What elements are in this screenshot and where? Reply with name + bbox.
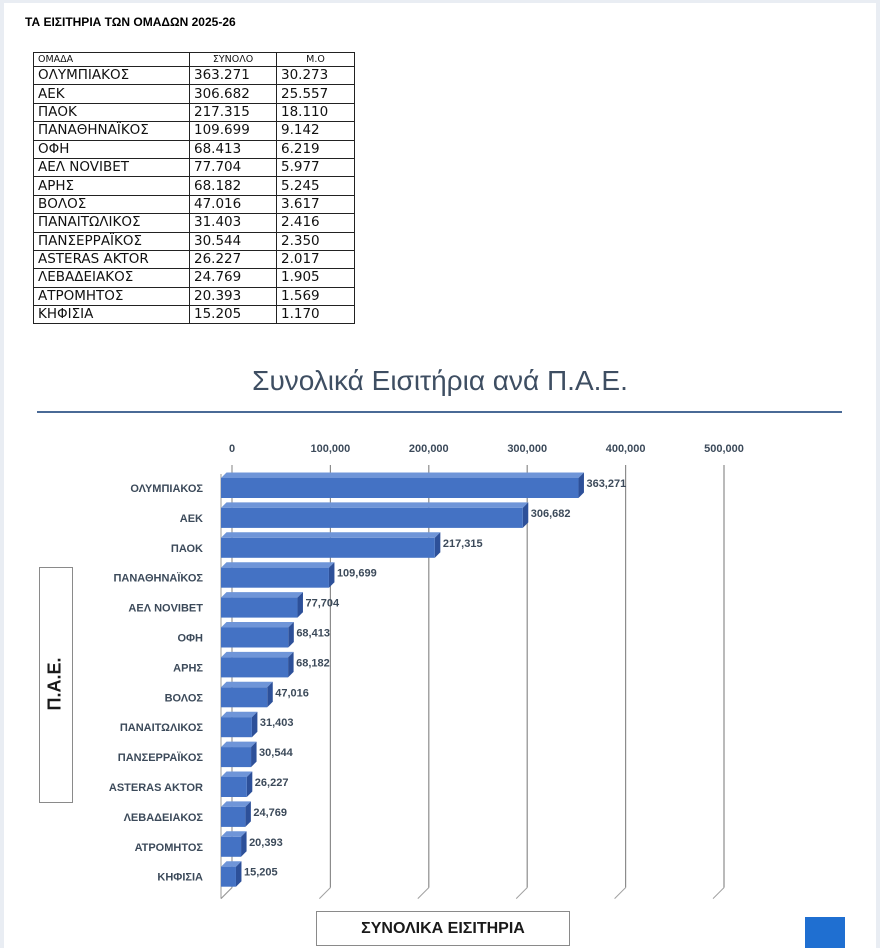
total-cell: 24.769 (190, 269, 277, 287)
bar (221, 657, 288, 677)
x-tick-label: 0 (228, 443, 236, 455)
bar (221, 747, 251, 767)
table-header-total-cell: ΣΥΝΟΛΟ (190, 53, 277, 67)
gridline-floor (615, 888, 626, 899)
y-axis-title: Π.Α.Ε. (44, 657, 65, 711)
team-cell: ΑΕΚ (34, 85, 190, 103)
category-label: ΠΑΝΣΕΡΡΑΪΚΟΣ (117, 752, 203, 765)
value-label: 26,227 (254, 777, 289, 789)
x-tick-label: 100,000 (310, 443, 351, 455)
x-tick-label: 200,000 (408, 443, 449, 455)
average-cell: 5.977 (277, 158, 355, 176)
bar-top-face (221, 652, 294, 658)
average-cell: 3.617 (277, 195, 355, 213)
category-label: ASTERAS AKTOR (108, 782, 203, 794)
value-label: 47,016 (275, 687, 309, 700)
gridline-floor (713, 888, 724, 899)
value-label: 30,544 (259, 747, 293, 760)
category-label: ΛΕΒΑΔΕΙΑΚΟΣ (123, 811, 203, 824)
gridline-floor (319, 888, 330, 899)
category-label: ΠΑΝΑΙΤΩΛΙΚΟΣ (119, 722, 203, 735)
category-label: ΚΗΦΙΣΙΑ (157, 871, 203, 884)
x-tick-label: 500,000 (704, 443, 744, 455)
team-cell: ΟΛΥΜΠΙΑΚΟΣ (34, 67, 190, 85)
average-cell: 25.557 (277, 85, 355, 103)
bar-top-face (221, 712, 257, 718)
x-tick-label: 300,000 (507, 443, 548, 455)
bar-top-face (221, 473, 584, 479)
team-cell: ΠΑΝΑΘΗΝΑΪΚΟΣ (34, 122, 190, 140)
table-header-team-cell: ΟΜΑΔΑ (34, 53, 190, 67)
team-cell: ΒΟΛΟΣ (34, 195, 190, 213)
value-label: 217,315 (442, 537, 483, 550)
table-header-average-cell: Μ.Ο (277, 53, 355, 67)
team-cell: ΛΕΒΑΔΕΙΑΚΟΣ (34, 269, 190, 287)
team-cell: ΚΗΦΙΣΙΑ (34, 306, 190, 324)
bar (221, 777, 247, 797)
total-cell: 26.227 (190, 250, 277, 268)
bar-top-face (221, 622, 294, 628)
bar (221, 568, 329, 588)
average-cell: 18.110 (277, 103, 355, 121)
category-label: ΟΛΥΜΠΙΑΚΟΣ (130, 483, 203, 495)
bar-top-face (221, 772, 252, 778)
bar-top-face (221, 562, 334, 568)
team-cell: ΠΑΝΑΙΤΩΛΙΚΟΣ (34, 214, 190, 232)
team-cell: ASTERAS AKTOR (34, 250, 190, 268)
total-cell: 30.544 (190, 232, 277, 250)
total-cell: 77.704 (190, 158, 277, 176)
x-axis-title: ΣΥΝΟΛΙΚΑ ΕΙΣΙΤΗΡΙΑ (316, 911, 570, 946)
bar (221, 478, 578, 498)
average-cell: 1.569 (277, 287, 355, 305)
bar-top-face (221, 682, 273, 688)
gridline-floor (516, 888, 527, 899)
bar-top-face (221, 742, 257, 748)
bar (221, 807, 245, 827)
total-cell: 306.682 (190, 85, 277, 103)
value-label: 77,704 (305, 597, 340, 610)
bar-top-face (221, 532, 440, 538)
brand-logo (805, 917, 845, 948)
axis-corner (221, 888, 232, 899)
team-cell: ΟΦΗ (34, 140, 190, 158)
total-cell: 20.393 (190, 287, 277, 305)
bar (221, 837, 241, 857)
average-cell: 6.219 (277, 140, 355, 158)
team-cell: ΑΡΗΣ (34, 177, 190, 195)
total-cell: 217.315 (190, 103, 277, 121)
total-cell: 31.403 (190, 214, 277, 232)
team-cell: ΠΑΝΣΕΡΡΑΪΚΟΣ (34, 232, 190, 250)
team-cell: ΑΕΛ NOVIBET (34, 158, 190, 176)
total-cell: 47.016 (190, 195, 277, 213)
category-label: ΑΕΚ (179, 512, 203, 525)
category-label: ΑΡΗΣ (173, 662, 203, 675)
team-cell: ΑΤΡΟΜΗΤΟΣ (34, 287, 190, 305)
category-label: ΠΑΝΑΘΗΝΑΪΚΟΣ (113, 572, 203, 585)
bar (221, 538, 435, 558)
value-label: 24,769 (253, 806, 288, 819)
gridline-floor (418, 888, 429, 899)
bar (221, 867, 236, 887)
category-label: ΠΑΟΚ (170, 542, 203, 555)
value-label: 15,205 (243, 866, 278, 879)
average-cell: 9.142 (277, 122, 355, 140)
x-tick-label: 400,000 (605, 443, 646, 455)
average-cell: 30.273 (277, 67, 355, 85)
total-cell: 15.205 (190, 306, 277, 324)
bar-top-face (221, 592, 303, 598)
team-cell: ΠΑΟΚ (34, 103, 190, 121)
average-cell: 2.350 (277, 232, 355, 250)
average-cell: 1.905 (277, 269, 355, 287)
total-cell: 109.699 (190, 122, 277, 140)
bar (221, 508, 523, 528)
total-cell: 68.413 (190, 140, 277, 158)
value-label: 109,699 (336, 567, 377, 580)
average-cell: 5.245 (277, 177, 355, 195)
average-cell: 1.170 (277, 306, 355, 324)
value-label: 363,271 (586, 478, 627, 490)
value-label: 306,682 (530, 507, 571, 520)
page-heading: ΤΑ ΕΙΣΙΤΗΡΙΑ ΤΩΝ ΟΜΑΔΩΝ 2025-26 (25, 15, 236, 29)
average-cell: 2.416 (277, 214, 355, 232)
bar (221, 598, 297, 618)
category-label: ΑΕΛ NOVIBET (128, 602, 203, 615)
value-label: 68,413 (296, 627, 330, 640)
bar (221, 628, 288, 648)
category-label: ΑΤΡΟΜΗΤΟΣ (134, 841, 203, 854)
bar-top-face (221, 502, 528, 508)
average-cell: 2.017 (277, 250, 355, 268)
category-label: ΟΦΗ (177, 632, 203, 645)
total-cell: 363.271 (190, 67, 277, 85)
bar (221, 687, 267, 707)
value-label: 20,393 (249, 836, 283, 849)
category-label: ΒΟΛΟΣ (164, 692, 203, 705)
value-label: 68,182 (296, 657, 330, 670)
bar (221, 717, 252, 737)
chart-title: Συνολικά Εισιτήρια ανά Π.Α.Ε. (252, 365, 628, 396)
value-label: 31,403 (259, 717, 294, 730)
total-cell: 68.182 (190, 177, 277, 195)
